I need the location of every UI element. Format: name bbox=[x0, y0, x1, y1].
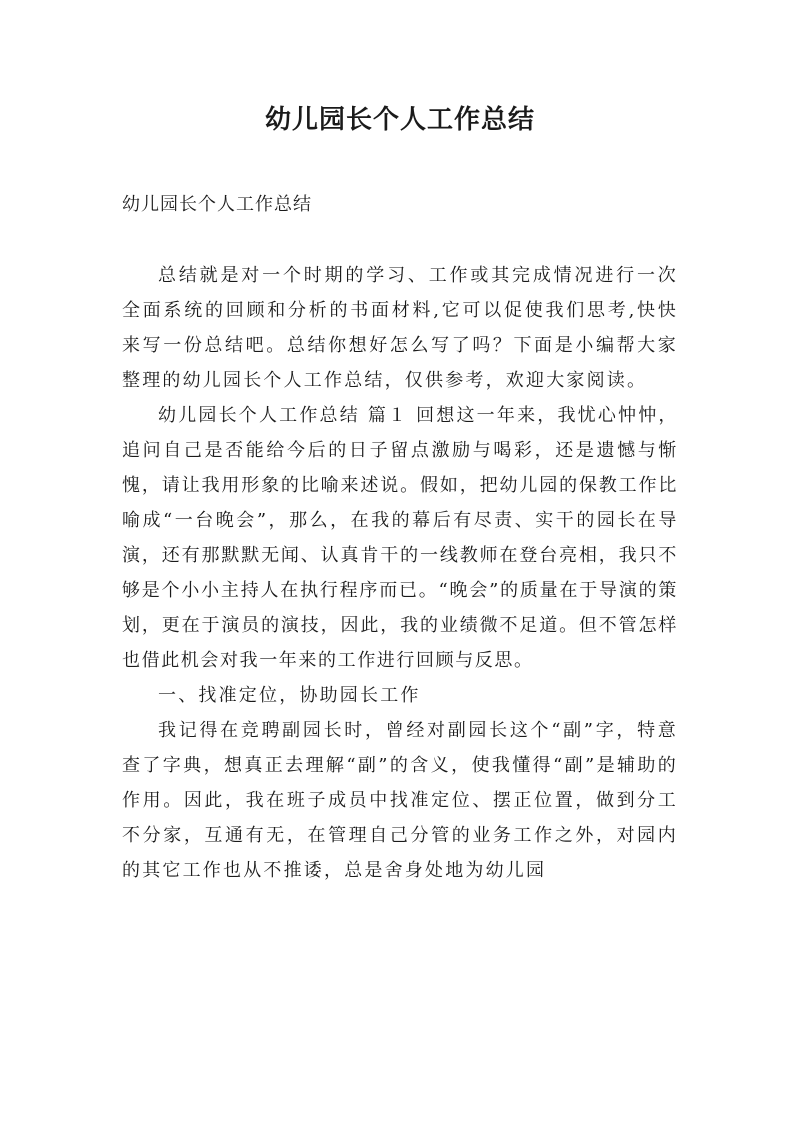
document-body bbox=[122, 258, 678, 888]
document-subtitle: 幼儿园长个人工作总结 bbox=[122, 194, 312, 215]
paragraph-section-1: 幼儿园长个人工作总结 篇１ 回想这一年来，我忧心忡忡，追问自己是否能给今后的日子留点激励与喝彩，还是遗憾与惭愧，请让我用形象的比喻来述说。假如，把幼儿园的保教工作比喻成“一台晚会”，那么，在我的幕后有尽责、实干的园长在导演，还有那默默无闻、认真肯干的一线教师在登台亮相，我只不够是个小小主持人在执行程序而已。“晚会”的质量在于导演的策划，更在于演员的演技，因此，我的业绩微不足道。但不管怎样也借此机会对我一年来的工作进行回顾与反思。 bbox=[122, 405, 678, 671]
document-title: 幼儿园长个人工作总结 bbox=[264, 105, 535, 135]
paragraph-intro: 总结就是对一个时期的学习、工作或其完成情况进行一次全面系统的回顾和分析的书面材料,它可以促使我们思考,快快来写一份总结吧。总结你想好怎么写了吗？下面是小编帮大家整理的幼儿园长个人工作总结，仅供参考，欢迎大家阅读。 bbox=[122, 265, 678, 391]
paragraph-body-1: 我记得在竞聘副园长时，曾经对副园长这个“副”字，特意查了字典，想真正去理解“副”的含义，使我懂得“副”是辅助的作用。因此，我在班子成员中找准定位、摆正位置，做到分工不分家，互通有无，在管理自己分管的业务工作之外，对园内的其它工作也从不推诿，总是舍身处地为幼儿园 bbox=[122, 720, 678, 881]
paragraph-heading-1: 一、找准定位，协助园长工作 bbox=[158, 685, 421, 706]
